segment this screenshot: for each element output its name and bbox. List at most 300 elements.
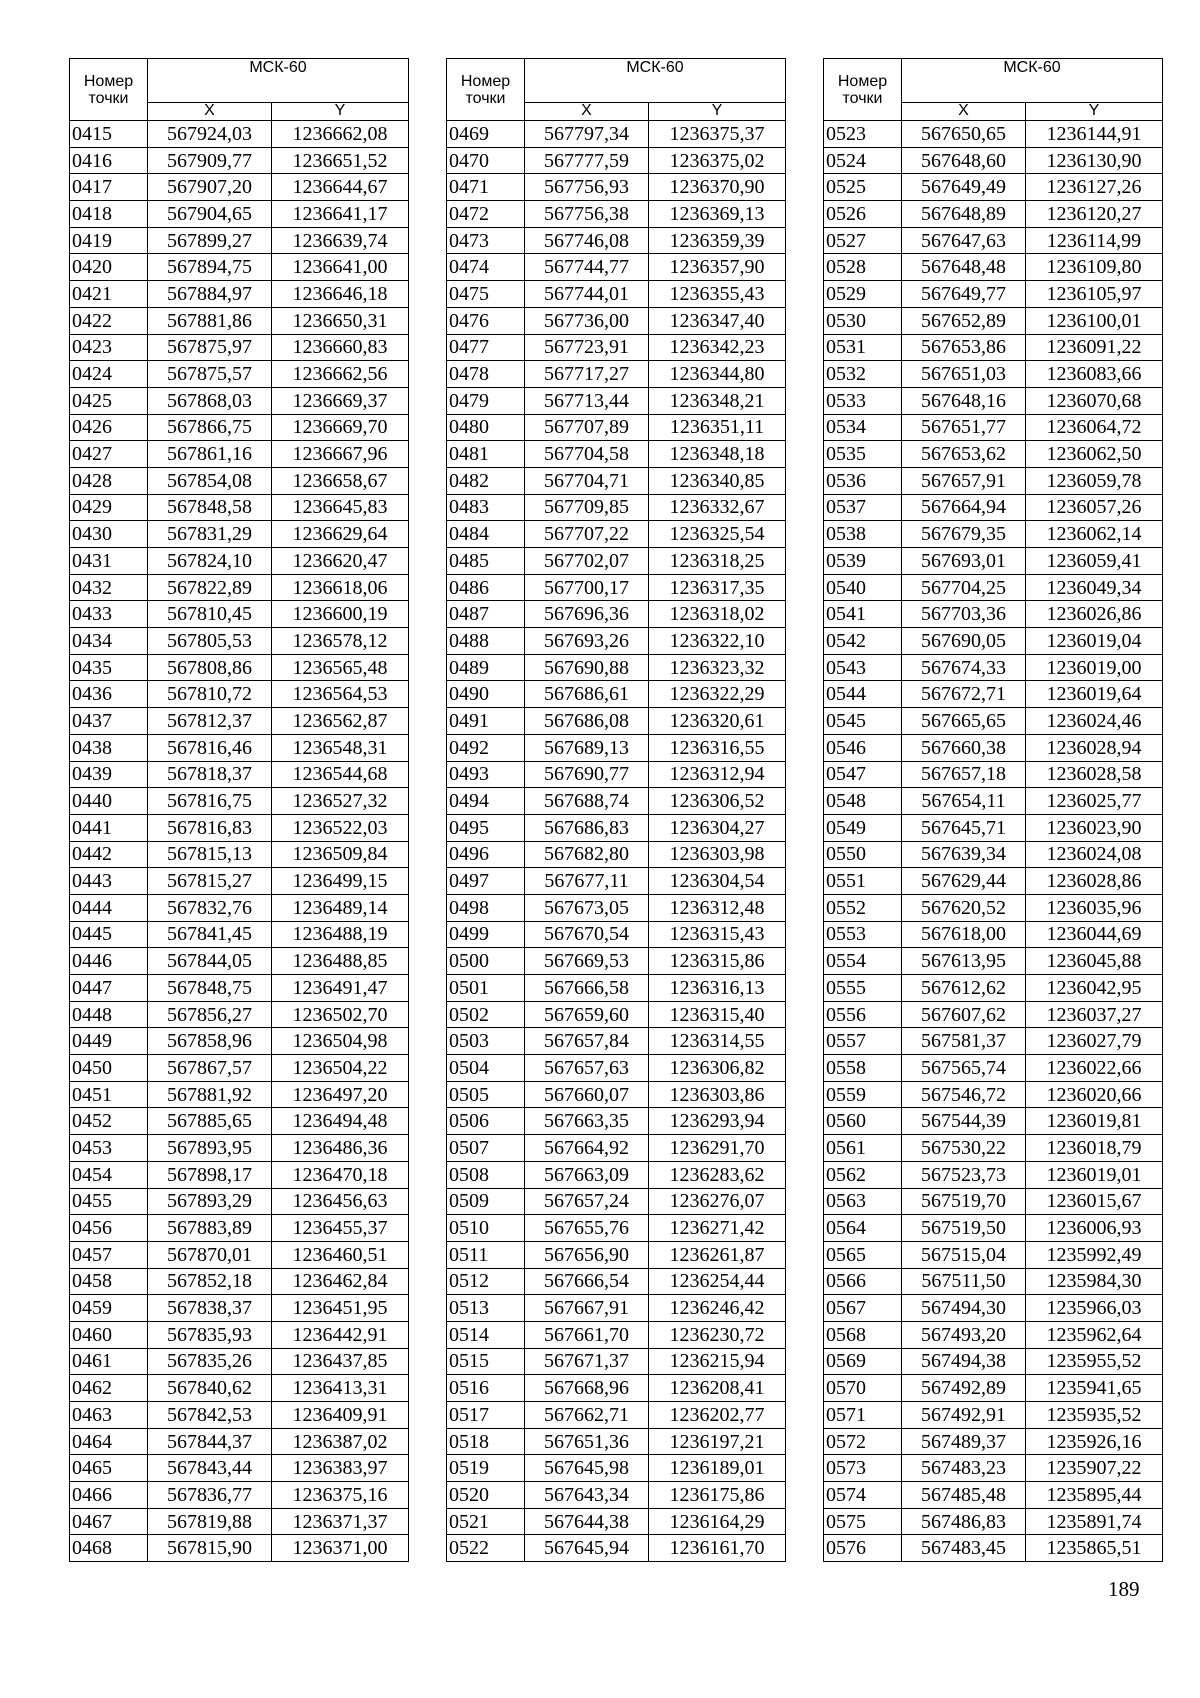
y-cell: 1236105,97 bbox=[1026, 281, 1163, 308]
x-cell: 567648,60 bbox=[902, 147, 1026, 174]
y-cell: 1236442,91 bbox=[272, 1321, 409, 1348]
x-cell: 567666,54 bbox=[525, 1268, 649, 1295]
x-cell: 567744,01 bbox=[525, 281, 649, 308]
x-cell: 567707,22 bbox=[525, 521, 649, 548]
y-cell: 1236660,83 bbox=[272, 334, 409, 361]
point-number-cell: 0506 bbox=[447, 1108, 525, 1135]
y-cell: 1236019,01 bbox=[1026, 1161, 1163, 1188]
x-cell: 567486,83 bbox=[902, 1508, 1026, 1535]
table-row bbox=[447, 1135, 786, 1162]
y-cell: 1236246,42 bbox=[649, 1295, 786, 1322]
x-cell: 567485,48 bbox=[902, 1482, 1026, 1509]
y-cell: 1236383,97 bbox=[272, 1455, 409, 1482]
point-number-cell: 0474 bbox=[447, 254, 525, 281]
table-row bbox=[70, 147, 409, 174]
x-cell: 567883,89 bbox=[148, 1215, 272, 1242]
table-row bbox=[70, 174, 409, 201]
x-cell: 567808,86 bbox=[148, 654, 272, 681]
x-cell: 567686,61 bbox=[525, 681, 649, 708]
y-cell: 1236375,16 bbox=[272, 1482, 409, 1509]
point-number-cell: 0437 bbox=[70, 708, 148, 735]
y-cell: 1236306,52 bbox=[649, 788, 786, 815]
point-number-header bbox=[824, 59, 902, 121]
point-number-cell: 0452 bbox=[70, 1108, 148, 1135]
y-cell: 1235941,65 bbox=[1026, 1375, 1163, 1402]
x-cell: 567842,53 bbox=[148, 1402, 272, 1429]
point-number-cell: 0484 bbox=[447, 521, 525, 548]
y-cell: 1236641,00 bbox=[272, 254, 409, 281]
point-number-cell: 0529 bbox=[824, 281, 902, 308]
point-number-cell: 0443 bbox=[70, 868, 148, 895]
x-cell: 567777,59 bbox=[525, 147, 649, 174]
point-number-cell: 0455 bbox=[70, 1188, 148, 1215]
table-row bbox=[824, 521, 1163, 548]
x-cell: 567667,91 bbox=[525, 1295, 649, 1322]
table-row bbox=[824, 201, 1163, 228]
y-cell: 1236024,46 bbox=[1026, 708, 1163, 735]
y-cell: 1236091,22 bbox=[1026, 334, 1163, 361]
point-number-cell: 0554 bbox=[824, 948, 902, 975]
y-cell: 1236437,85 bbox=[272, 1348, 409, 1375]
point-number-cell: 0555 bbox=[824, 975, 902, 1002]
y-cell: 1236283,62 bbox=[649, 1161, 786, 1188]
point-number-cell: 0504 bbox=[447, 1055, 525, 1082]
y-cell: 1236618,06 bbox=[272, 574, 409, 601]
table-row bbox=[824, 494, 1163, 521]
x-cell: 567666,58 bbox=[525, 975, 649, 1002]
table-row bbox=[824, 708, 1163, 735]
x-cell: 567649,49 bbox=[902, 174, 1026, 201]
y-cell: 1236019,04 bbox=[1026, 628, 1163, 655]
point-number-cell: 0549 bbox=[824, 814, 902, 841]
x-cell: 567812,37 bbox=[148, 708, 272, 735]
y-cell: 1236323,32 bbox=[649, 654, 786, 681]
x-cell: 567660,38 bbox=[902, 734, 1026, 761]
y-cell: 1236320,61 bbox=[649, 708, 786, 735]
y-cell: 1235966,03 bbox=[1026, 1295, 1163, 1322]
x-cell: 567483,23 bbox=[902, 1455, 1026, 1482]
x-cell: 567657,24 bbox=[525, 1188, 649, 1215]
point-number-cell: 0500 bbox=[447, 948, 525, 975]
table-row bbox=[824, 1375, 1163, 1402]
table-row bbox=[447, 1161, 786, 1188]
x-cell: 567723,91 bbox=[525, 334, 649, 361]
y-cell: 1236347,40 bbox=[649, 307, 786, 334]
table-row bbox=[824, 601, 1163, 628]
y-cell: 1236175,86 bbox=[649, 1482, 786, 1509]
x-cell: 567736,00 bbox=[525, 307, 649, 334]
y-cell: 1236303,86 bbox=[649, 1081, 786, 1108]
point-number-cell: 0461 bbox=[70, 1348, 148, 1375]
point-number-cell: 0480 bbox=[447, 414, 525, 441]
point-number-cell: 0571 bbox=[824, 1402, 902, 1429]
x-cell: 567693,01 bbox=[902, 548, 1026, 575]
x-cell: 567686,08 bbox=[525, 708, 649, 735]
table-row bbox=[824, 681, 1163, 708]
point-number-cell: 0493 bbox=[447, 761, 525, 788]
point-number-header-line2: точки bbox=[842, 89, 883, 107]
y-cell: 1236316,13 bbox=[649, 975, 786, 1002]
y-cell: 1236451,95 bbox=[272, 1295, 409, 1322]
y-cell: 1236669,70 bbox=[272, 414, 409, 441]
table-row bbox=[70, 1001, 409, 1028]
table-row bbox=[824, 734, 1163, 761]
x-cell: 567618,00 bbox=[902, 921, 1026, 948]
x-cell: 567893,29 bbox=[148, 1188, 272, 1215]
x-cell: 567665,65 bbox=[902, 708, 1026, 735]
point-number-cell: 0456 bbox=[70, 1215, 148, 1242]
table-row bbox=[824, 281, 1163, 308]
point-number-cell: 0442 bbox=[70, 841, 148, 868]
y-cell: 1236100,01 bbox=[1026, 307, 1163, 334]
y-cell: 1235984,30 bbox=[1026, 1268, 1163, 1295]
point-number-cell: 0492 bbox=[447, 734, 525, 761]
y-cell: 1236318,02 bbox=[649, 601, 786, 628]
x-cell: 567657,63 bbox=[525, 1055, 649, 1082]
y-cell: 1236161,70 bbox=[649, 1535, 786, 1562]
table-row bbox=[447, 1402, 786, 1429]
table-row bbox=[824, 1402, 1163, 1429]
y-cell: 1236494,48 bbox=[272, 1108, 409, 1135]
y-cell: 1235865,51 bbox=[1026, 1535, 1163, 1562]
y-cell: 1236276,07 bbox=[649, 1188, 786, 1215]
point-number-cell: 0473 bbox=[447, 227, 525, 254]
point-number-cell: 0530 bbox=[824, 307, 902, 334]
y-cell: 1236650,31 bbox=[272, 307, 409, 334]
table-row bbox=[70, 601, 409, 628]
table-row bbox=[70, 1081, 409, 1108]
table-row bbox=[447, 921, 786, 948]
table-row bbox=[824, 975, 1163, 1002]
table-row bbox=[447, 1348, 786, 1375]
y-cell: 1236499,15 bbox=[272, 868, 409, 895]
y-cell: 1236064,72 bbox=[1026, 414, 1163, 441]
table-row bbox=[70, 654, 409, 681]
point-number-cell: 0454 bbox=[70, 1161, 148, 1188]
x-cell: 567674,33 bbox=[902, 654, 1026, 681]
x-cell: 567672,71 bbox=[902, 681, 1026, 708]
y-cell: 1236387,02 bbox=[272, 1428, 409, 1455]
point-number-cell: 0527 bbox=[824, 227, 902, 254]
y-cell: 1236312,48 bbox=[649, 894, 786, 921]
table-row bbox=[70, 948, 409, 975]
table-row bbox=[824, 1321, 1163, 1348]
table-row bbox=[447, 1295, 786, 1322]
y-cell: 1236564,53 bbox=[272, 681, 409, 708]
coordinate-table-2 bbox=[446, 58, 786, 1562]
table-row bbox=[70, 921, 409, 948]
x-cell: 567836,77 bbox=[148, 1482, 272, 1509]
table-row bbox=[447, 121, 786, 148]
x-cell: 567652,89 bbox=[902, 307, 1026, 334]
table-row bbox=[447, 174, 786, 201]
y-cell: 1236375,37 bbox=[649, 121, 786, 148]
table-body bbox=[70, 121, 409, 1562]
table-row bbox=[70, 227, 409, 254]
x-cell: 567797,34 bbox=[525, 121, 649, 148]
page-number: 189 bbox=[1108, 1577, 1140, 1601]
table-row bbox=[447, 788, 786, 815]
y-cell: 1236189,01 bbox=[649, 1455, 786, 1482]
table-row bbox=[70, 975, 409, 1002]
x-cell: 567861,16 bbox=[148, 441, 272, 468]
table-row bbox=[70, 868, 409, 895]
table-row bbox=[70, 361, 409, 388]
y-cell: 1236488,85 bbox=[272, 948, 409, 975]
table-row bbox=[447, 868, 786, 895]
y-cell: 1236456,63 bbox=[272, 1188, 409, 1215]
table-row bbox=[70, 1321, 409, 1348]
x-cell: 567756,38 bbox=[525, 201, 649, 228]
x-cell: 567689,13 bbox=[525, 734, 649, 761]
point-number-cell: 0417 bbox=[70, 174, 148, 201]
table-row bbox=[70, 441, 409, 468]
table-row bbox=[447, 147, 786, 174]
x-cell: 567620,52 bbox=[902, 894, 1026, 921]
point-number-cell: 0510 bbox=[447, 1215, 525, 1242]
y-cell: 1236509,84 bbox=[272, 841, 409, 868]
point-number-cell: 0496 bbox=[447, 841, 525, 868]
y-cell: 1236578,12 bbox=[272, 628, 409, 655]
point-number-cell: 0488 bbox=[447, 628, 525, 655]
x-cell: 567848,75 bbox=[148, 975, 272, 1002]
y-cell: 1236504,22 bbox=[272, 1055, 409, 1082]
table-row bbox=[824, 948, 1163, 975]
x-cell: 567643,34 bbox=[525, 1482, 649, 1509]
table-row bbox=[447, 681, 786, 708]
y-cell: 1236018,79 bbox=[1026, 1135, 1163, 1162]
point-number-cell: 0517 bbox=[447, 1402, 525, 1429]
table-row bbox=[824, 1348, 1163, 1375]
table-row bbox=[824, 1482, 1163, 1509]
table-row bbox=[824, 1055, 1163, 1082]
x-cell: 567657,91 bbox=[902, 467, 1026, 494]
x-cell: 567875,97 bbox=[148, 334, 272, 361]
x-cell: 567581,37 bbox=[902, 1028, 1026, 1055]
table-row bbox=[70, 1508, 409, 1535]
point-number-cell: 0547 bbox=[824, 761, 902, 788]
y-cell: 1236315,43 bbox=[649, 921, 786, 948]
point-number-cell: 0416 bbox=[70, 147, 148, 174]
x-cell: 567848,58 bbox=[148, 494, 272, 521]
point-number-cell: 0475 bbox=[447, 281, 525, 308]
point-number-cell: 0518 bbox=[447, 1428, 525, 1455]
x-cell: 567822,89 bbox=[148, 574, 272, 601]
table-row bbox=[824, 121, 1163, 148]
point-number-cell: 0508 bbox=[447, 1161, 525, 1188]
y-cell: 1236304,27 bbox=[649, 814, 786, 841]
x-cell: 567690,77 bbox=[525, 761, 649, 788]
table-row bbox=[70, 761, 409, 788]
table-row bbox=[70, 1161, 409, 1188]
table-row bbox=[447, 734, 786, 761]
x-cell: 567645,98 bbox=[525, 1455, 649, 1482]
table-row bbox=[824, 227, 1163, 254]
point-number-cell: 0509 bbox=[447, 1188, 525, 1215]
crs-header: МСК-60 bbox=[525, 59, 786, 103]
y-header: Y bbox=[1026, 103, 1163, 121]
y-cell: 1236261,87 bbox=[649, 1241, 786, 1268]
y-cell: 1236019,00 bbox=[1026, 654, 1163, 681]
table-row bbox=[824, 1188, 1163, 1215]
x-cell: 567713,44 bbox=[525, 387, 649, 414]
point-number-cell: 0476 bbox=[447, 307, 525, 334]
x-cell: 567670,54 bbox=[525, 921, 649, 948]
point-number-cell: 0486 bbox=[447, 574, 525, 601]
x-cell: 567648,16 bbox=[902, 387, 1026, 414]
table-row bbox=[70, 1428, 409, 1455]
y-cell: 1235895,44 bbox=[1026, 1482, 1163, 1509]
table-row bbox=[447, 628, 786, 655]
y-cell: 1236370,90 bbox=[649, 174, 786, 201]
x-cell: 567707,89 bbox=[525, 414, 649, 441]
x-cell: 567565,74 bbox=[902, 1055, 1026, 1082]
x-cell: 567835,93 bbox=[148, 1321, 272, 1348]
point-number-cell: 0528 bbox=[824, 254, 902, 281]
x-cell: 567832,76 bbox=[148, 894, 272, 921]
x-cell: 567657,84 bbox=[525, 1028, 649, 1055]
table-row bbox=[824, 1455, 1163, 1482]
y-cell: 1236340,85 bbox=[649, 467, 786, 494]
table-row bbox=[70, 1055, 409, 1082]
table-row bbox=[447, 1535, 786, 1562]
point-number-cell: 0445 bbox=[70, 921, 148, 948]
x-cell: 567893,95 bbox=[148, 1135, 272, 1162]
point-number-cell: 0423 bbox=[70, 334, 148, 361]
y-cell: 1236369,13 bbox=[649, 201, 786, 228]
point-number-header-line2: точки bbox=[465, 89, 506, 107]
x-cell: 567661,70 bbox=[525, 1321, 649, 1348]
y-cell: 1236662,56 bbox=[272, 361, 409, 388]
x-cell: 567867,57 bbox=[148, 1055, 272, 1082]
x-cell: 567704,58 bbox=[525, 441, 649, 468]
point-number-cell: 0470 bbox=[447, 147, 525, 174]
y-cell: 1236316,55 bbox=[649, 734, 786, 761]
y-cell: 1236359,39 bbox=[649, 227, 786, 254]
y-cell: 1236646,18 bbox=[272, 281, 409, 308]
x-cell: 567899,27 bbox=[148, 227, 272, 254]
point-number-cell: 0564 bbox=[824, 1215, 902, 1242]
x-cell: 567818,37 bbox=[148, 761, 272, 788]
point-number-cell: 0550 bbox=[824, 841, 902, 868]
x-cell: 567854,08 bbox=[148, 467, 272, 494]
y-cell: 1236662,08 bbox=[272, 121, 409, 148]
point-number-cell: 0494 bbox=[447, 788, 525, 815]
y-cell: 1236028,86 bbox=[1026, 868, 1163, 895]
point-number-cell: 0462 bbox=[70, 1375, 148, 1402]
point-number-cell: 0451 bbox=[70, 1081, 148, 1108]
table-row bbox=[447, 1375, 786, 1402]
x-cell: 567815,13 bbox=[148, 841, 272, 868]
y-cell: 1236371,00 bbox=[272, 1535, 409, 1562]
point-number-cell: 0477 bbox=[447, 334, 525, 361]
table-row bbox=[824, 441, 1163, 468]
y-cell: 1236317,35 bbox=[649, 574, 786, 601]
point-number-cell: 0534 bbox=[824, 414, 902, 441]
x-cell: 567843,44 bbox=[148, 1455, 272, 1482]
point-number-cell: 0575 bbox=[824, 1508, 902, 1535]
point-number-cell: 0541 bbox=[824, 601, 902, 628]
y-cell: 1236409,91 bbox=[272, 1402, 409, 1429]
point-number-cell: 0429 bbox=[70, 494, 148, 521]
x-cell: 567884,97 bbox=[148, 281, 272, 308]
x-cell: 567700,17 bbox=[525, 574, 649, 601]
y-cell: 1236059,78 bbox=[1026, 467, 1163, 494]
point-number-cell: 0478 bbox=[447, 361, 525, 388]
x-cell: 567663,09 bbox=[525, 1161, 649, 1188]
x-cell: 567483,45 bbox=[902, 1535, 1026, 1562]
x-cell: 567656,90 bbox=[525, 1241, 649, 1268]
y-cell: 1236491,47 bbox=[272, 975, 409, 1002]
x-cell: 567668,96 bbox=[525, 1375, 649, 1402]
y-cell: 1236342,23 bbox=[649, 334, 786, 361]
point-number-cell: 0490 bbox=[447, 681, 525, 708]
table-row bbox=[824, 1508, 1163, 1535]
point-number-cell: 0458 bbox=[70, 1268, 148, 1295]
table-row bbox=[70, 1215, 409, 1242]
table-row bbox=[447, 201, 786, 228]
y-cell: 1236023,90 bbox=[1026, 814, 1163, 841]
x-cell: 567673,05 bbox=[525, 894, 649, 921]
coordinate-table-1 bbox=[69, 58, 409, 1562]
point-number-cell: 0468 bbox=[70, 1535, 148, 1562]
y-cell: 1236522,03 bbox=[272, 814, 409, 841]
x-cell: 567664,92 bbox=[525, 1135, 649, 1162]
point-number-cell: 0446 bbox=[70, 948, 148, 975]
x-cell: 567838,37 bbox=[148, 1295, 272, 1322]
y-cell: 1236527,32 bbox=[272, 788, 409, 815]
table-row bbox=[70, 254, 409, 281]
y-cell: 1236026,86 bbox=[1026, 601, 1163, 628]
table-row bbox=[824, 1135, 1163, 1162]
x-cell: 567816,75 bbox=[148, 788, 272, 815]
x-cell: 567649,77 bbox=[902, 281, 1026, 308]
x-cell: 567519,50 bbox=[902, 1215, 1026, 1242]
table-row bbox=[70, 681, 409, 708]
x-cell: 567677,11 bbox=[525, 868, 649, 895]
y-cell: 1236348,18 bbox=[649, 441, 786, 468]
y-cell: 1236351,11 bbox=[649, 414, 786, 441]
point-number-cell: 0551 bbox=[824, 868, 902, 895]
point-number-cell: 0560 bbox=[824, 1108, 902, 1135]
y-cell: 1236489,14 bbox=[272, 894, 409, 921]
x-cell: 567703,36 bbox=[902, 601, 1026, 628]
point-number-cell: 0569 bbox=[824, 1348, 902, 1375]
y-cell: 1236303,98 bbox=[649, 841, 786, 868]
y-cell: 1236042,95 bbox=[1026, 975, 1163, 1002]
x-cell: 567653,62 bbox=[902, 441, 1026, 468]
point-number-cell: 0460 bbox=[70, 1321, 148, 1348]
point-number-cell: 0421 bbox=[70, 281, 148, 308]
x-cell: 567810,45 bbox=[148, 601, 272, 628]
table-row bbox=[824, 1028, 1163, 1055]
point-number-cell: 0532 bbox=[824, 361, 902, 388]
table-row bbox=[824, 894, 1163, 921]
y-cell: 1236304,54 bbox=[649, 868, 786, 895]
table-row bbox=[70, 708, 409, 735]
point-number-cell: 0448 bbox=[70, 1001, 148, 1028]
y-cell: 1235907,22 bbox=[1026, 1455, 1163, 1482]
x-cell: 567530,22 bbox=[902, 1135, 1026, 1162]
x-cell: 567819,88 bbox=[148, 1508, 272, 1535]
x-cell: 567679,35 bbox=[902, 521, 1026, 548]
table-row bbox=[824, 467, 1163, 494]
table-row bbox=[70, 387, 409, 414]
point-number-cell: 0576 bbox=[824, 1535, 902, 1562]
x-cell: 567660,07 bbox=[525, 1081, 649, 1108]
table-row bbox=[824, 574, 1163, 601]
table-row bbox=[447, 441, 786, 468]
